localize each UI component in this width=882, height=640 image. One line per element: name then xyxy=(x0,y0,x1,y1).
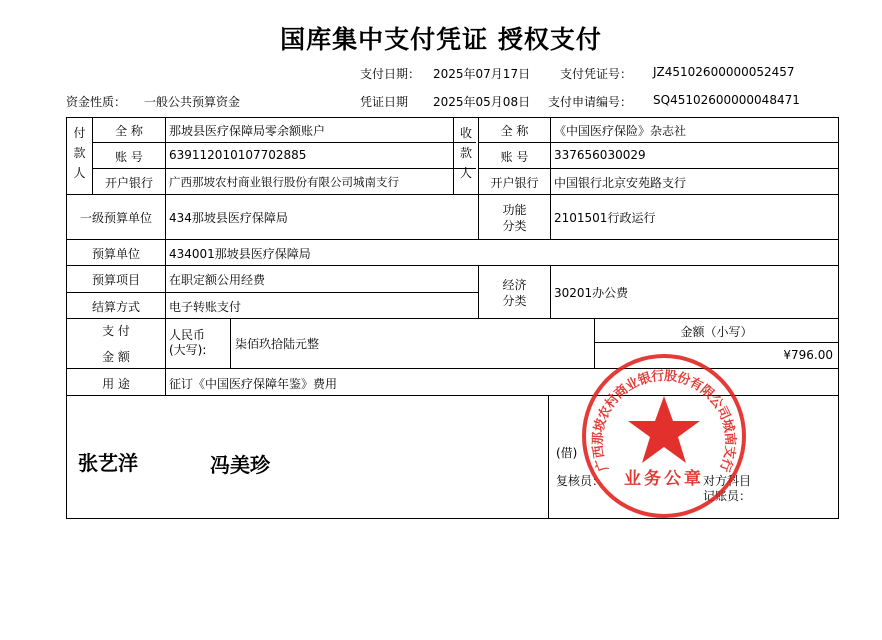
payer-bank: 广西那坡农村商业银行股份有限公司城南支行 xyxy=(169,175,399,189)
economic-class: 30201办公费 xyxy=(554,286,629,300)
voucher-date: 2025年05月08日 xyxy=(433,95,531,109)
rmb-label-1: 人民币 xyxy=(169,328,206,342)
pay-date: 2025年07月17日 xyxy=(433,67,531,81)
bank-stamp-icon xyxy=(580,352,748,520)
function-label-2: 分类 xyxy=(502,219,527,233)
economic-label-2: 分类 xyxy=(502,294,527,308)
pay-amount-label-1: 支 付 xyxy=(102,324,130,338)
budget-project-label: 预算项目 xyxy=(91,273,140,287)
page-title: 国库集中支付凭证 授权支付 xyxy=(280,25,602,54)
purpose-label: 用 途 xyxy=(102,377,130,391)
rmb-label-2: (大写): xyxy=(169,343,207,357)
bookkeeper-label: 记账员： xyxy=(703,489,752,503)
payee-name: 《中国医疗保险》杂志社 xyxy=(554,124,687,138)
fund-nature-label: 资金性质： xyxy=(66,95,127,109)
settle-method-label: 结算方式 xyxy=(91,300,140,314)
amount-lower: ¥796.00 xyxy=(783,348,833,362)
budget-unit-label: 预算单位 xyxy=(91,247,140,261)
counter-subject-label: 对方科目 xyxy=(703,474,752,488)
function-class: 2101501行政运行 xyxy=(554,211,656,225)
svg-text:业务公章: 业务公章 xyxy=(624,469,704,489)
level1-budget: 434那坡县医疗保障局 xyxy=(169,211,288,225)
function-label-1: 功能 xyxy=(502,203,527,217)
fund-nature: 一般公共预算资金 xyxy=(144,95,241,109)
economic-label-1: 经济 xyxy=(502,278,527,292)
budget-unit: 434001那坡县医疗保障局 xyxy=(169,247,311,261)
payee-side-label: 收 款 人 xyxy=(459,126,472,180)
payer-bank-label: 开户银行 xyxy=(104,176,153,190)
debit-label: (借) xyxy=(556,446,578,460)
voucher-no: JZ45102600000052457 xyxy=(653,65,795,79)
voucher-date-label: 凭证日期 xyxy=(360,95,409,109)
payer-side-label: 付 款 人 xyxy=(73,126,86,180)
reviewer-label: 复核员： xyxy=(556,474,605,488)
signature-2: 冯美珍 xyxy=(210,453,270,477)
payer-account: 639112010107702885 xyxy=(169,148,307,162)
payer-name: 那坡县医疗保障局零余额账户 xyxy=(169,124,326,138)
budget-project: 在职定额公用经费 xyxy=(169,273,266,287)
payer-name-label: 全 称 xyxy=(115,124,143,138)
svg-text:广西那坡农村商业银行股份有限公司城南支行: 广西那坡农村商业银行股份有限公司城南支行 xyxy=(590,368,738,474)
voucher-no-label: 支付凭证号： xyxy=(560,67,633,81)
pay-date-label: 支付日期： xyxy=(360,67,421,81)
apply-no-label: 支付申请编号： xyxy=(548,95,633,109)
payee-bank-label: 开户银行 xyxy=(490,176,539,190)
payer-account-label: 账 号 xyxy=(115,150,143,164)
purpose-value: 征订《中国医疗保障年鉴》费用 xyxy=(169,377,338,391)
signature-1: 张艺洋 xyxy=(78,451,138,475)
payee-account-label: 账 号 xyxy=(500,150,529,164)
amount-upper: 柒佰玖拾陆元整 xyxy=(235,337,320,351)
payee-bank: 中国银行北京安苑路支行 xyxy=(554,176,687,190)
apply-no: SQ45102600000048471 xyxy=(653,93,800,107)
payee-name-label: 全 称 xyxy=(500,124,529,138)
payee-account: 337656030029 xyxy=(554,148,646,162)
pay-amount-label-2: 金 额 xyxy=(102,350,130,364)
settle-method: 电子转账支付 xyxy=(169,300,242,314)
amount-lower-label: 金额（小写） xyxy=(680,325,753,339)
level1-budget-label: 一级预算单位 xyxy=(79,211,152,225)
